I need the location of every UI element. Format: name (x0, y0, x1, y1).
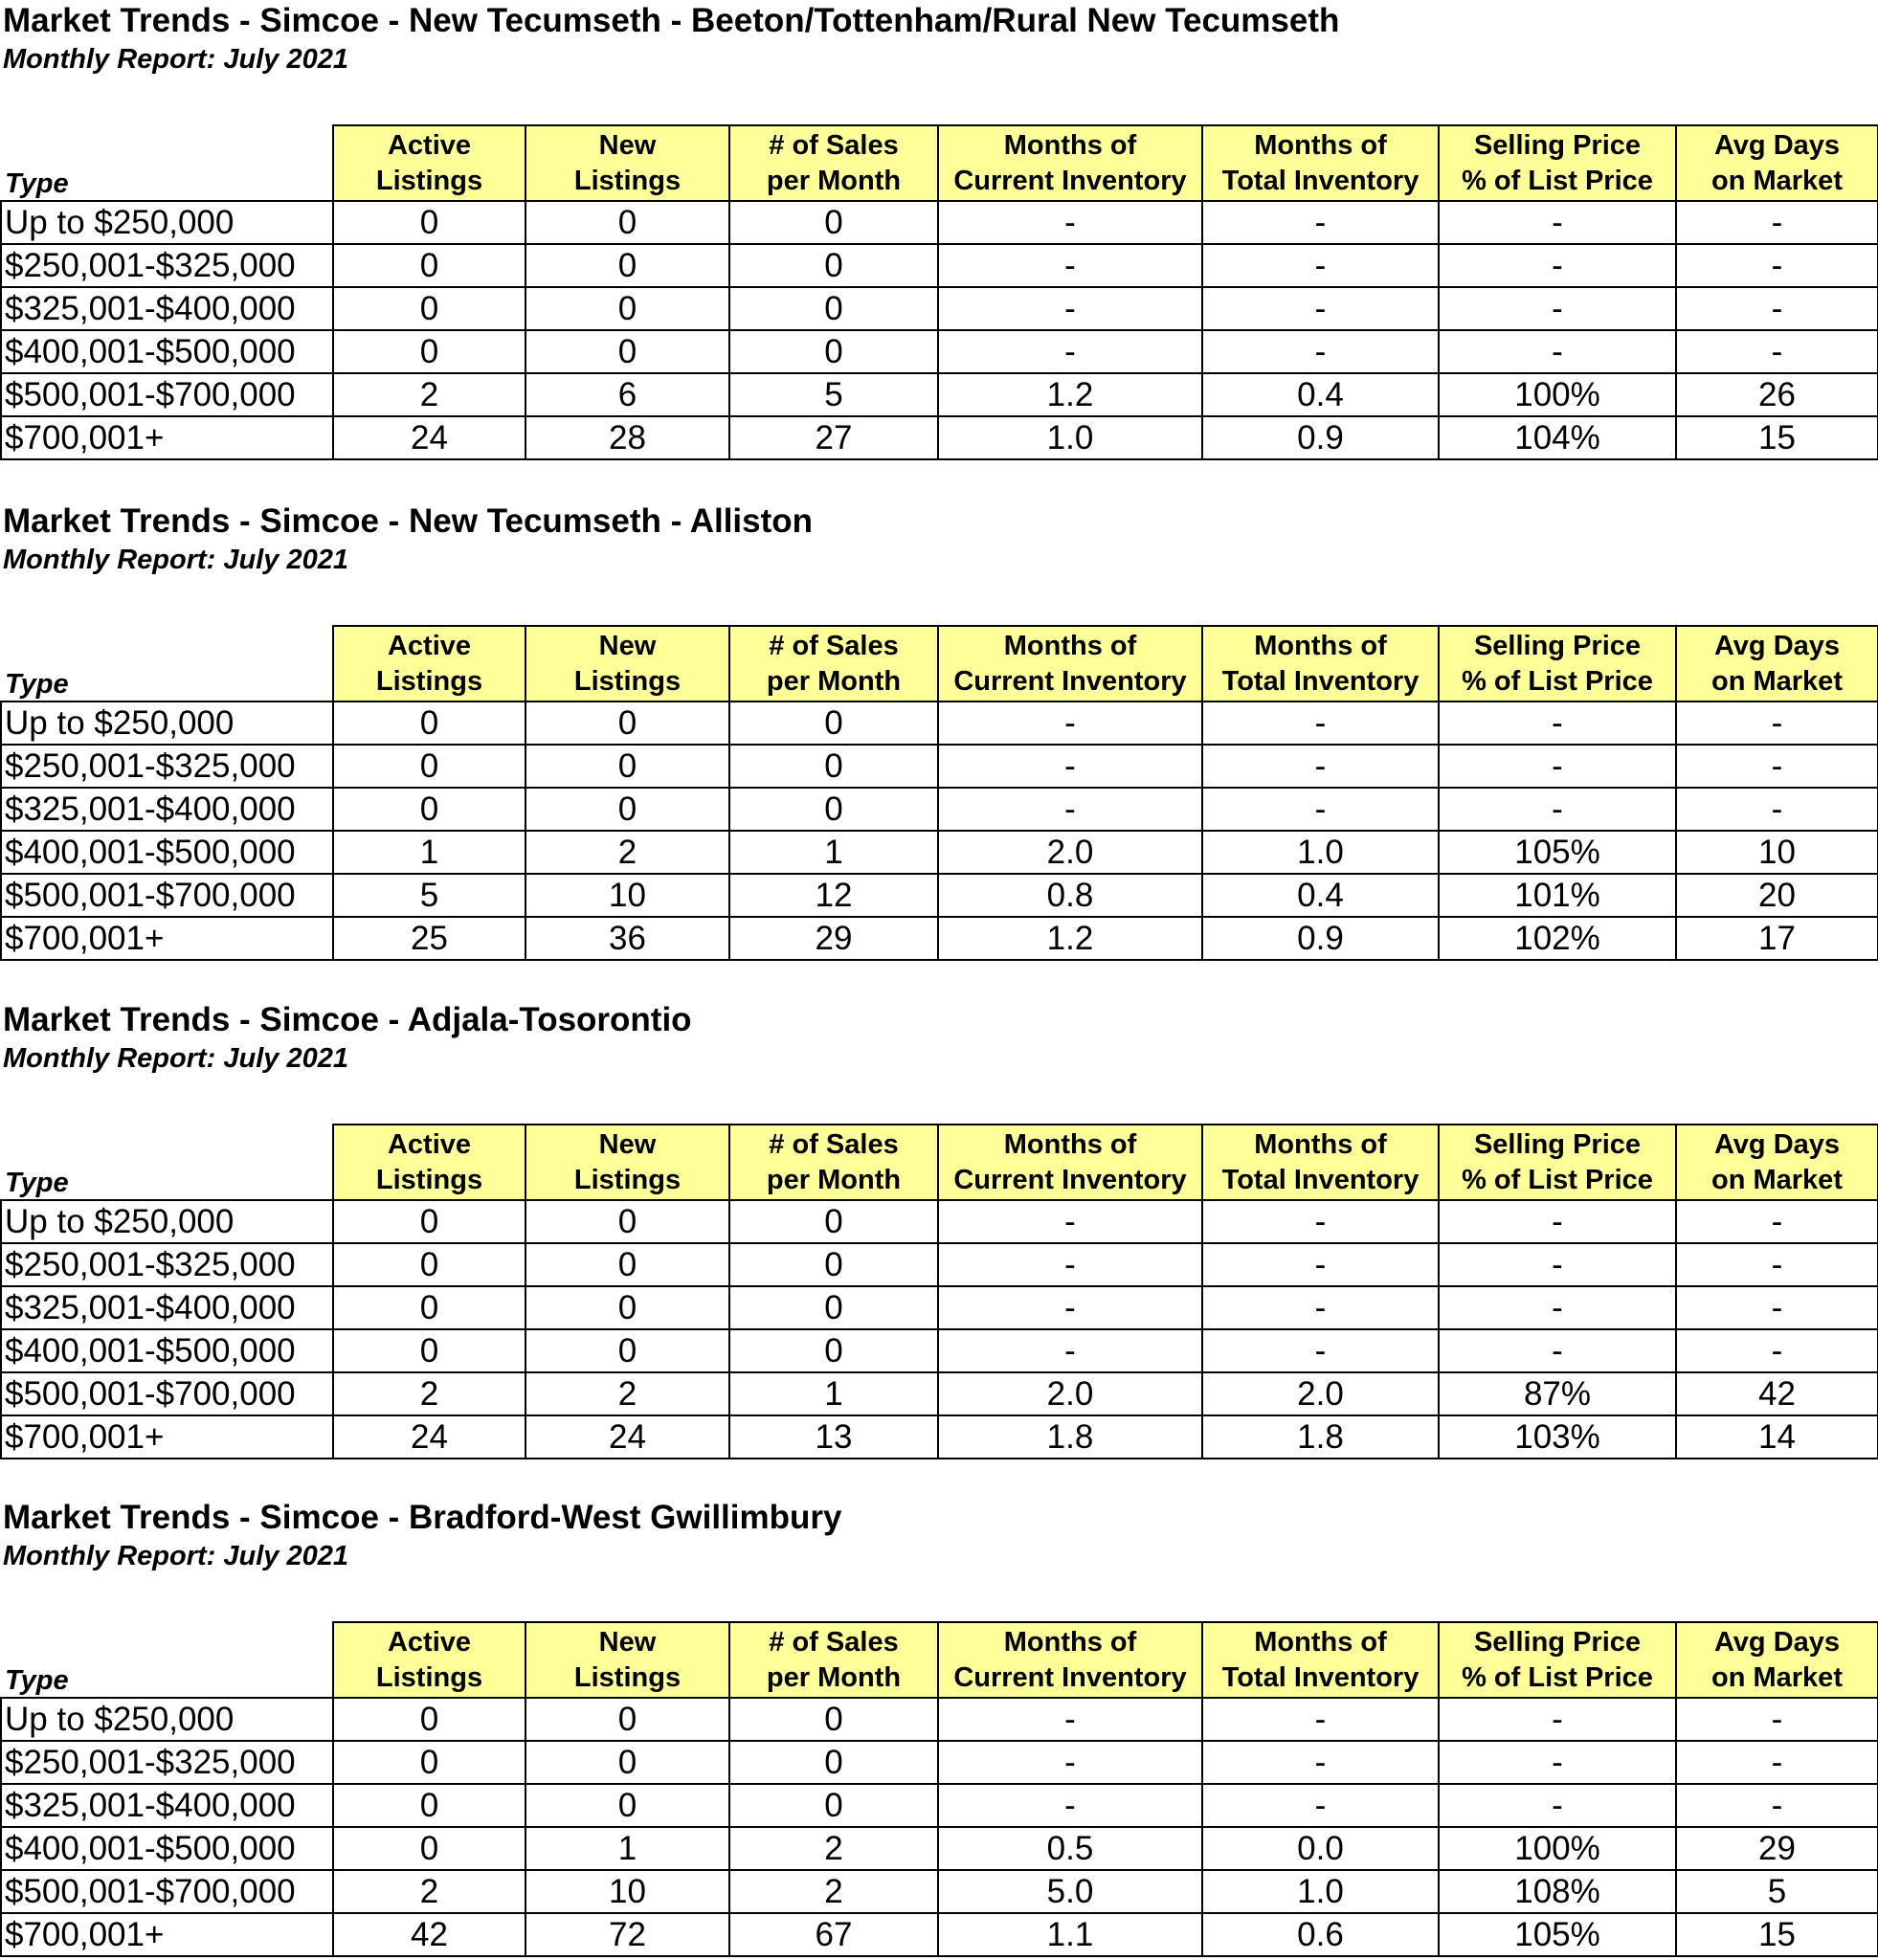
value-cell: 0 (729, 1286, 938, 1329)
column-header: New Listings (525, 1125, 729, 1200)
value-cell: 0 (333, 1200, 525, 1243)
value-cell: 1.2 (938, 373, 1202, 416)
market-trends-table (0, 124, 1878, 460)
value-cell: 0 (333, 788, 525, 831)
value-cell: 1 (525, 1827, 729, 1870)
value-cell: - (1676, 788, 1878, 831)
value-cell: 1.1 (938, 1913, 1202, 1956)
price-range-cell: $250,001-$325,000 (1, 745, 333, 788)
value-cell: 29 (729, 917, 938, 960)
column-header: # of Sales per Month (729, 626, 938, 702)
table-row (1, 831, 1878, 874)
report-subtitle: Monthly Report: July 2021 (3, 1043, 348, 1074)
value-cell: - (1439, 330, 1676, 373)
value-cell: - (1202, 1200, 1439, 1243)
header-row (1, 1622, 1878, 1698)
value-cell: - (938, 788, 1202, 831)
value-cell: - (1202, 1741, 1439, 1784)
value-cell: 15 (1676, 416, 1878, 459)
value-cell: - (1202, 1784, 1439, 1827)
report-title: Market Trends - Simcoe - Adjala-Tosorontio (3, 1001, 692, 1038)
price-range-cell: $700,001+ (1, 1415, 333, 1459)
column-header: Active Listings (333, 1622, 525, 1698)
value-cell: 0 (525, 788, 729, 831)
value-cell: - (938, 287, 1202, 330)
value-cell: 15 (1676, 1913, 1878, 1956)
value-cell: 13 (729, 1415, 938, 1459)
value-cell: 0 (525, 1784, 729, 1827)
value-cell: - (1676, 244, 1878, 287)
value-cell: - (938, 1286, 1202, 1329)
column-header: Selling Price % of List Price (1439, 125, 1676, 201)
column-header: Active Listings (333, 125, 525, 201)
value-cell: 2 (525, 1372, 729, 1415)
value-cell: - (1439, 1741, 1676, 1784)
column-header: Selling Price % of List Price (1439, 1125, 1676, 1200)
table-row (1, 1415, 1878, 1459)
value-cell: 2.0 (938, 831, 1202, 874)
header-row (1, 1125, 1878, 1200)
value-cell: 67 (729, 1913, 938, 1956)
column-header: Months of Total Inventory (1202, 626, 1439, 702)
report-title: Market Trends - Simcoe - Bradford-West Gwillimbury (3, 1499, 842, 1536)
value-cell: 108% (1439, 1870, 1676, 1913)
value-cell: 0 (333, 1243, 525, 1286)
column-header: Active Listings (333, 1125, 525, 1200)
table-row (1, 1698, 1878, 1741)
value-cell: 0 (333, 702, 525, 745)
value-cell: 25 (333, 917, 525, 960)
value-cell: - (1439, 1784, 1676, 1827)
value-cell: 28 (525, 416, 729, 459)
value-cell: 0.9 (1202, 917, 1439, 960)
column-header: Months of Current Inventory (938, 626, 1202, 702)
price-range-cell: $325,001-$400,000 (1, 1286, 333, 1329)
column-header: Avg Days on Market (1676, 1622, 1878, 1698)
value-cell: 102% (1439, 917, 1676, 960)
table-row (1, 1741, 1878, 1784)
column-header: # of Sales per Month (729, 125, 938, 201)
value-cell: 0 (525, 201, 729, 244)
type-column-header: Type (1, 626, 333, 702)
value-cell: - (1202, 201, 1439, 244)
column-header: # of Sales per Month (729, 1622, 938, 1698)
value-cell: 0 (525, 1243, 729, 1286)
price-range-cell: $400,001-$500,000 (1, 330, 333, 373)
table-row (1, 330, 1878, 373)
table-row (1, 1286, 1878, 1329)
value-cell: 0.6 (1202, 1913, 1439, 1956)
price-range-cell: $500,001-$700,000 (1, 1372, 333, 1415)
value-cell: 1.2 (938, 917, 1202, 960)
table-row (1, 201, 1878, 244)
value-cell: 103% (1439, 1415, 1676, 1459)
value-cell: 17 (1676, 917, 1878, 960)
value-cell: - (1439, 1698, 1676, 1741)
column-header: Months of Total Inventory (1202, 1622, 1439, 1698)
price-range-cell: $250,001-$325,000 (1, 1243, 333, 1286)
report-subtitle: Monthly Report: July 2021 (3, 545, 348, 575)
price-range-cell: $400,001-$500,000 (1, 1827, 333, 1870)
value-cell: - (1202, 287, 1439, 330)
column-header: Avg Days on Market (1676, 125, 1878, 201)
value-cell: 0 (525, 1200, 729, 1243)
price-range-cell: $250,001-$325,000 (1, 1741, 333, 1784)
report-subtitle: Monthly Report: July 2021 (3, 44, 348, 75)
value-cell: 0 (729, 287, 938, 330)
column-header: Avg Days on Market (1676, 626, 1878, 702)
value-cell: 0 (333, 201, 525, 244)
column-header: New Listings (525, 626, 729, 702)
column-header: New Listings (525, 125, 729, 201)
value-cell: 24 (333, 416, 525, 459)
value-cell: 87% (1439, 1372, 1676, 1415)
table-row (1, 1870, 1878, 1913)
value-cell: 42 (1676, 1372, 1878, 1415)
value-cell: - (1202, 1243, 1439, 1286)
report-title: Market Trends - Simcoe - New Tecumseth - Beeton/Tottenham/Rural New Tecumseth (3, 2, 1340, 39)
column-header: Months of Current Inventory (938, 125, 1202, 201)
price-range-cell: $250,001-$325,000 (1, 244, 333, 287)
value-cell: 0 (525, 745, 729, 788)
value-cell: 0 (333, 1698, 525, 1741)
value-cell: 0 (729, 1741, 938, 1784)
value-cell: - (1202, 244, 1439, 287)
price-range-cell: $400,001-$500,000 (1, 831, 333, 874)
value-cell: 5.0 (938, 1870, 1202, 1913)
table-row (1, 244, 1878, 287)
value-cell: 0.9 (1202, 416, 1439, 459)
value-cell: 2 (729, 1870, 938, 1913)
value-cell: - (1439, 287, 1676, 330)
report-section (0, 1497, 1878, 1960)
value-cell: - (1439, 201, 1676, 244)
price-range-cell: $500,001-$700,000 (1, 1870, 333, 1913)
value-cell: 1.8 (938, 1415, 1202, 1459)
value-cell: 10 (1676, 831, 1878, 874)
value-cell: - (938, 1784, 1202, 1827)
value-cell: 2 (333, 1372, 525, 1415)
price-range-cell: $325,001-$400,000 (1, 287, 333, 330)
value-cell: 0 (333, 330, 525, 373)
value-cell: - (938, 1741, 1202, 1784)
value-cell: 24 (525, 1415, 729, 1459)
value-cell: - (1676, 1243, 1878, 1286)
value-cell: - (1202, 788, 1439, 831)
value-cell: 0 (525, 1329, 729, 1372)
value-cell: - (938, 330, 1202, 373)
value-cell: - (938, 201, 1202, 244)
value-cell: 0 (729, 1329, 938, 1372)
value-cell: - (1676, 1698, 1878, 1741)
value-cell: 12 (729, 874, 938, 917)
value-cell: 24 (333, 1415, 525, 1459)
value-cell: - (938, 1200, 1202, 1243)
value-cell: - (1676, 330, 1878, 373)
value-cell: 0 (729, 244, 938, 287)
value-cell: 0 (333, 1741, 525, 1784)
value-cell: - (938, 1329, 1202, 1372)
value-cell: 1 (333, 831, 525, 874)
value-cell: - (1676, 745, 1878, 788)
value-cell: - (1439, 788, 1676, 831)
value-cell: 100% (1439, 373, 1676, 416)
value-cell: - (938, 1698, 1202, 1741)
report-section (0, 999, 1878, 1462)
table-row (1, 1372, 1878, 1415)
value-cell: 0 (729, 702, 938, 745)
value-cell: - (1676, 1200, 1878, 1243)
value-cell: - (938, 702, 1202, 745)
column-header: Months of Total Inventory (1202, 125, 1439, 201)
value-cell: 0 (525, 1286, 729, 1329)
price-range-cell: $700,001+ (1, 917, 333, 960)
price-range-cell: Up to $250,000 (1, 1698, 333, 1741)
value-cell: - (1202, 1698, 1439, 1741)
value-cell: 0 (729, 330, 938, 373)
column-header: Months of Current Inventory (938, 1125, 1202, 1200)
table-row (1, 917, 1878, 960)
value-cell: 2 (333, 1870, 525, 1913)
value-cell: 104% (1439, 416, 1676, 459)
table-row (1, 373, 1878, 416)
value-cell: - (1439, 1286, 1676, 1329)
report-section (0, 501, 1878, 964)
value-cell: 5 (729, 373, 938, 416)
price-range-cell: $400,001-$500,000 (1, 1329, 333, 1372)
column-header: Avg Days on Market (1676, 1125, 1878, 1200)
value-cell: 0 (525, 1741, 729, 1784)
value-cell: 2.0 (938, 1372, 1202, 1415)
report-title: Market Trends - Simcoe - New Tecumseth - Alliston (3, 502, 814, 540)
value-cell: 0.4 (1202, 874, 1439, 917)
table-row (1, 1243, 1878, 1286)
value-cell: 0 (525, 330, 729, 373)
value-cell: 0 (333, 745, 525, 788)
price-range-cell: $700,001+ (1, 1913, 333, 1956)
report-section (0, 0, 1878, 463)
price-range-cell: Up to $250,000 (1, 201, 333, 244)
value-cell: 0 (333, 244, 525, 287)
value-cell: 0 (333, 1286, 525, 1329)
value-cell: 26 (1676, 373, 1878, 416)
price-range-cell: $325,001-$400,000 (1, 1784, 333, 1827)
value-cell: 0 (729, 788, 938, 831)
price-range-cell: $500,001-$700,000 (1, 874, 333, 917)
value-cell: - (1202, 745, 1439, 788)
value-cell: 0 (525, 244, 729, 287)
value-cell: - (1202, 702, 1439, 745)
value-cell: - (1439, 745, 1676, 788)
column-header: # of Sales per Month (729, 1125, 938, 1200)
value-cell: 0 (729, 1784, 938, 1827)
table-row (1, 1827, 1878, 1870)
market-trends-table (0, 625, 1878, 961)
value-cell: 10 (525, 1870, 729, 1913)
header-row (1, 626, 1878, 702)
value-cell: 2 (333, 373, 525, 416)
value-cell: - (1676, 1784, 1878, 1827)
value-cell: 1 (729, 831, 938, 874)
value-cell: 10 (525, 874, 729, 917)
table-row (1, 874, 1878, 917)
value-cell: - (1202, 1329, 1439, 1372)
value-cell: - (1676, 1741, 1878, 1784)
value-cell: 0 (333, 287, 525, 330)
table-row (1, 287, 1878, 330)
table-row (1, 1784, 1878, 1827)
table-row (1, 1200, 1878, 1243)
value-cell: 1.0 (938, 416, 1202, 459)
value-cell: 2 (729, 1827, 938, 1870)
value-cell: 27 (729, 416, 938, 459)
type-column-header: Type (1, 1622, 333, 1698)
value-cell: 0 (333, 1827, 525, 1870)
value-cell: - (938, 1243, 1202, 1286)
table-row (1, 745, 1878, 788)
value-cell: 0 (729, 745, 938, 788)
value-cell: 1 (729, 1372, 938, 1415)
value-cell: - (1676, 702, 1878, 745)
table-row (1, 788, 1878, 831)
price-range-cell: Up to $250,000 (1, 702, 333, 745)
value-cell: 0 (525, 287, 729, 330)
column-header: Selling Price % of List Price (1439, 626, 1676, 702)
value-cell: 0 (729, 201, 938, 244)
value-cell: 29 (1676, 1827, 1878, 1870)
table-row (1, 702, 1878, 745)
value-cell: 1.0 (1202, 831, 1439, 874)
value-cell: 5 (333, 874, 525, 917)
price-range-cell: $500,001-$700,000 (1, 373, 333, 416)
value-cell: - (1439, 702, 1676, 745)
value-cell: 2.0 (1202, 1372, 1439, 1415)
value-cell: 72 (525, 1913, 729, 1956)
value-cell: - (938, 244, 1202, 287)
value-cell: 0 (729, 1698, 938, 1741)
value-cell: 2 (525, 831, 729, 874)
price-range-cell: $325,001-$400,000 (1, 788, 333, 831)
value-cell: 14 (1676, 1415, 1878, 1459)
value-cell: - (1439, 1200, 1676, 1243)
table-row (1, 416, 1878, 459)
value-cell: 36 (525, 917, 729, 960)
column-header: Active Listings (333, 626, 525, 702)
value-cell: 6 (525, 373, 729, 416)
table-row (1, 1329, 1878, 1372)
table-row (1, 1913, 1878, 1956)
value-cell: 101% (1439, 874, 1676, 917)
column-header: Selling Price % of List Price (1439, 1622, 1676, 1698)
value-cell: 105% (1439, 1913, 1676, 1956)
value-cell: 0 (525, 702, 729, 745)
value-cell: 100% (1439, 1827, 1676, 1870)
value-cell: - (1439, 244, 1676, 287)
value-cell: 0.8 (938, 874, 1202, 917)
value-cell: - (938, 745, 1202, 788)
header-row (1, 125, 1878, 201)
value-cell: 0 (333, 1784, 525, 1827)
value-cell: 0.5 (938, 1827, 1202, 1870)
market-trends-table (0, 1124, 1878, 1459)
column-header: Months of Total Inventory (1202, 1125, 1439, 1200)
price-range-cell: $700,001+ (1, 416, 333, 459)
value-cell: 0 (729, 1200, 938, 1243)
value-cell: 0.4 (1202, 373, 1439, 416)
value-cell: - (1439, 1243, 1676, 1286)
type-column-header: Type (1, 125, 333, 201)
value-cell: 0 (729, 1243, 938, 1286)
column-header: New Listings (525, 1622, 729, 1698)
report-subtitle: Monthly Report: July 2021 (3, 1541, 348, 1571)
value-cell: 1.8 (1202, 1415, 1439, 1459)
market-trends-table (0, 1621, 1878, 1957)
value-cell: 1.0 (1202, 1870, 1439, 1913)
value-cell: - (1676, 287, 1878, 330)
value-cell: 105% (1439, 831, 1676, 874)
price-range-cell: Up to $250,000 (1, 1200, 333, 1243)
value-cell: 5 (1676, 1870, 1878, 1913)
value-cell: - (1676, 1329, 1878, 1372)
value-cell: 0.0 (1202, 1827, 1439, 1870)
column-header: Months of Current Inventory (938, 1622, 1202, 1698)
value-cell: - (1202, 1286, 1439, 1329)
value-cell: - (1676, 201, 1878, 244)
type-column-header: Type (1, 1125, 333, 1200)
value-cell: 42 (333, 1913, 525, 1956)
value-cell: - (1202, 330, 1439, 373)
value-cell: - (1439, 1329, 1676, 1372)
value-cell: 20 (1676, 874, 1878, 917)
value-cell: 0 (525, 1698, 729, 1741)
value-cell: - (1676, 1286, 1878, 1329)
value-cell: 0 (333, 1329, 525, 1372)
